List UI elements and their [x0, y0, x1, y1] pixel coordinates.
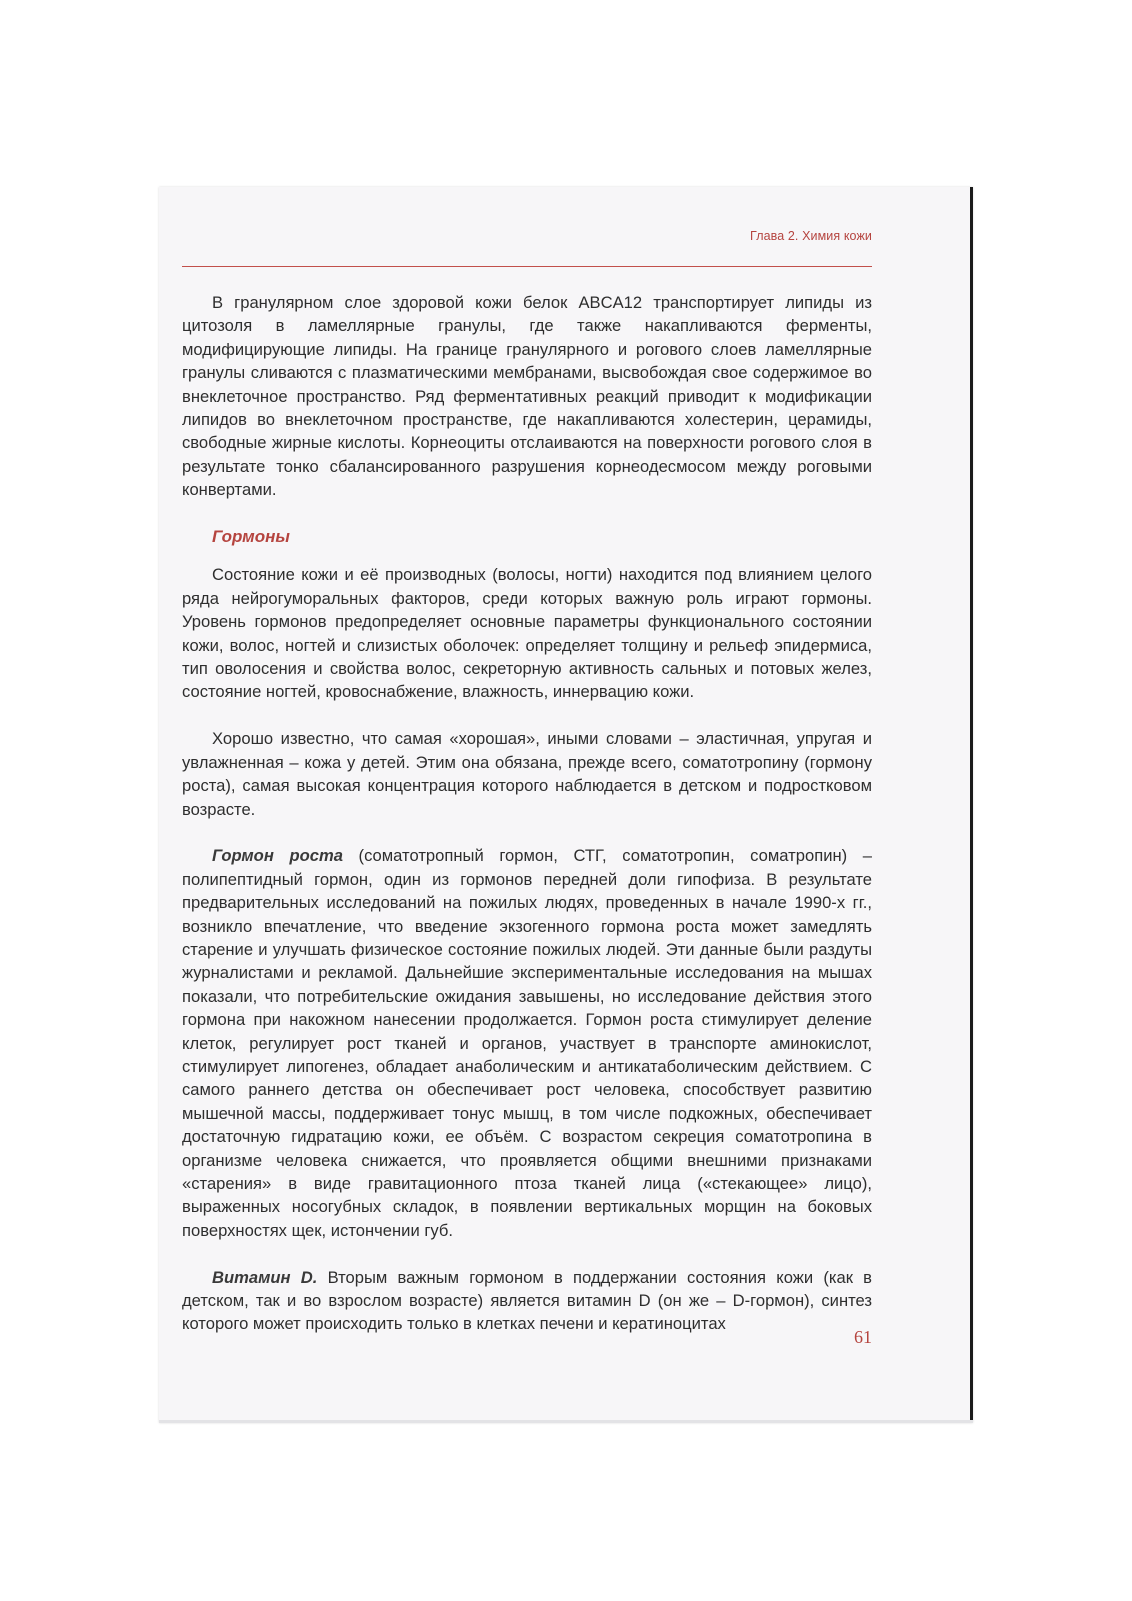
- running-head: Глава 2. Химия кожи: [750, 229, 872, 243]
- page-number: 61: [854, 1327, 872, 1347]
- section-heading-hormones: Гормоны: [212, 527, 290, 547]
- page-edge: [970, 187, 973, 1423]
- vitamin-d-text: Вторым важным гормоном в поддержании состояния кожи (как в детском, так и во взрослом возрасте) является витамин D (он же – D-гормон), синтез которого может происходить только в клетках печени и кератиноцитах: [182, 1267, 872, 1334]
- page-bottom-edge: [159, 1420, 973, 1423]
- paragraph-abca12: В гранулярном слое здоровой кожи белок ABCA12 транспортирует липиды из цитозоля в ламеллярные гранулы, где также накапливаются ферменты, модифицирующие липиды. На границе гранулярного и рогового слоев ламеллярные гранулы сливаются с плазматическими мембранами, высвобождая свое содержимое во внеклеточное пространство. Ряд ферментативных реакций приводит к модификации липидов во внеклеточном пространстве, где накапливаются холестерин, церамиды, свободные жирные кислоты. Корнеоциты отслаиваются на поверхности рогового слоя в результате тонко сбалансированного разрушения корнеодесмосом между роговыми конвертами.: [182, 293, 872, 500]
- paragraph-hormones-intro: Состояние кожи и её производных (волосы, ногти) находится под влиянием целого ряда нейрогуморальных факторов, среди которых важную роль играют гормоны. Уровень гормонов предопределяет основные параметры функционального состоянии кожи, волос, ногтей и слизистых оболочек: определяет толщину и рельеф эпидермиса, тип оволосения и свойства волос, секреторную активность сальных и потовых желез, состояние ногтей, кровоснабжение, влажность, иннервацию кожи.: [182, 565, 872, 702]
- page-content: [182, 291, 872, 1336]
- run-in-vitamin-d: Витамин D.: [212, 1267, 318, 1287]
- paragraph-vitamin-d: [182, 1266, 872, 1336]
- growth-hormone-text: (соматотропный гормон, СТГ, соматотропин, соматропин) – полипептидный гормон, один из гормонов передней доли гипофиза. В результате предварительных исследований на пожилых людях, проведенных в начале 1990-х гг., возникло впечатление, что введение экзогенного гормона роста может замедлять старение и улучшать физическое состояние пожилых людей. Эти данные были раздуты журналистами и рекламой. Дальнейшие экспериментальные исследования на мышах показали, что потребительские ожидания завышены, но исследование действия этого гормона при накожном нанесении продолжается. Гормон роста стимулирует деление клеток, регулирует рост тканей и органов, участвует в транспорте аминокислот, стимулирует липогенез, обладает анаболическим и антикатаболическим действием. С самого раннего детства он обеспечивает рост человека, способствует развитию мышечной массы, поддерживает тонус мышц, в том числе подкожных, обеспечивает достаточную гидратацию кожи, ее объём. С возрастом секреция соматотропина в организме человека снижается, что проявляется общими внешними признаками «старения» в виде гравитационного птоза тканей лица («стекающее» лицо), выраженных носогубных складок, в появлении вертикальных морщин на боковых поверхностях щек, истончении губ.: [182, 846, 872, 1240]
- run-in-growth-hormone: Гормон роста: [212, 846, 343, 866]
- header-rule: [182, 266, 872, 267]
- paragraph-growth-hormone: [182, 844, 872, 1242]
- paragraph-somatotropin: Хорошо известно, что самая «хорошая», иными словами – эластичная, упругая и увлажненная – кожа у детей. Этим она обязана, прежде всего, соматотропину (гормону роста), самая высокая концентрация которого наблюдается в детском и подростковом возрасте.: [182, 729, 872, 819]
- book-page: [159, 187, 973, 1423]
